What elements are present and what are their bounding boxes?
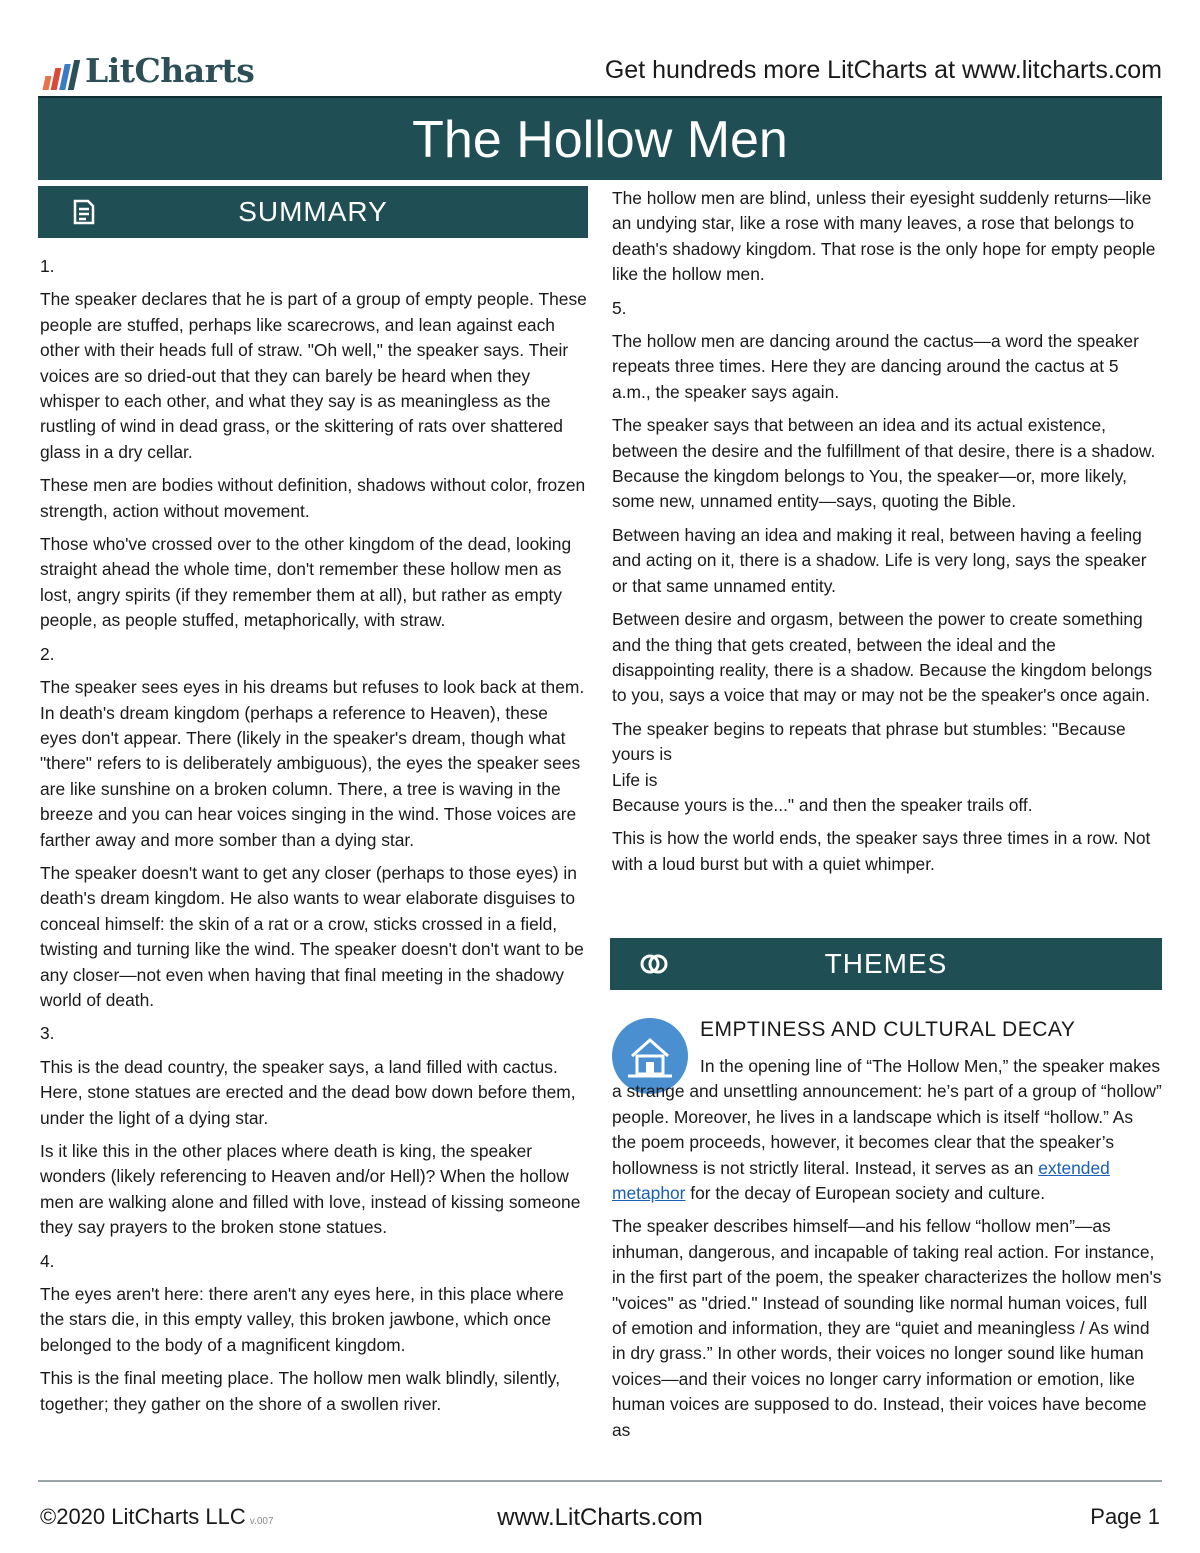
header-tagline[interactable]: Get hundreds more LitCharts at www.litcharts.com <box>604 56 1162 84</box>
logo-text: LitCharts <box>85 51 255 90</box>
summary-paragraph: The speaker says that between an idea and its actual existence, between the desire and the fulfillment of that desire, there is a shadow. Because the kingdom belongs to You, the speaker—or, more likely, some new, unnamed entity—says, quoting the Bible. <box>612 415 1156 512</box>
summary-paragraph: This is how the world ends, the speaker says three times in a row. Not with a loud burst but with a quiet whimper. <box>612 828 1151 874</box>
page-title: The Hollow Men <box>38 96 1162 180</box>
summary-paragraph: The speaker begins to repeats that phrase but stumbles: "Because yours is Life is Because yours is the..." and then the speaker trails off. <box>612 718 1126 815</box>
themes-heading: THEMES <box>824 948 948 979</box>
summary-paragraph: The hollow men are dancing around the cactus—a word the speaker repeats three times. Here they are dancing around the cactus at 5 a.m., the speaker says again. <box>612 331 1139 402</box>
footer-divider <box>38 1480 1162 1482</box>
summary-left-column <box>40 254 588 1425</box>
page-header <box>38 50 1162 94</box>
theme-paragraph-1: In the opening line of “The Hollow Men,” the speaker makes a strange and unsettling announcement: he’s part of a group of “hollow” people. Moreover, he lives in a landscape which is itself “hollow.” As the poem proceeds, however, it becomes clear that the speaker’s hollowness is not strictly literal. Instead, it serves as an extended metaphor for the decay of European society and culture. <box>612 1056 1162 1204</box>
summary-right-column <box>612 186 1162 885</box>
logo-bars-icon <box>44 60 77 90</box>
footer-site-link[interactable]: www.LitCharts.com <box>497 1504 703 1531</box>
summary-paragraph: The eyes aren't here: there aren't any eyes here, in this place where the stars die, in this empty valley, this broken jawbone, which once belonged to the body of a magnificent kingdom. <box>40 1284 564 1355</box>
summary-paragraph: This is the dead country, the speaker says, a land filled with cactus. Here, stone statues are erected and the dead bow down before them, under the light of a dying star. <box>40 1056 576 1128</box>
summary-paragraph: This is the final meeting place. The hollow men walk blindly, silently, together; they gather on the shore of a swollen river. <box>40 1368 561 1414</box>
summary-heading: SUMMARY <box>238 196 388 227</box>
version-label: v.007 <box>249 1516 274 1527</box>
section-number: 2. <box>40 643 55 664</box>
footer-copyright: ©2020 LitCharts LLC v.007 <box>40 1504 274 1529</box>
litcharts-logo[interactable] <box>44 52 254 90</box>
theme-paragraph-2: The speaker describes himself—and his fellow “hollow men”—as inhuman, dangerous, and incapable of taking real action. For instance, in the first part of the poem, the speaker characterizes the hollow men's "voices" as "dried." Instead of sounding like normal human voices, full of emotion and information, they are “quiet and meaningless / As wind in dry grass.” In other words, their voices no longer sound like human voices—and their voices no longer carry information or emotion, like human voices are supposed to do. Instead, their voices have become as <box>612 1216 1162 1440</box>
themes-header <box>610 938 1162 990</box>
theme-body <box>612 1054 1162 1451</box>
extended-metaphor-link[interactable]: extended metaphor <box>612 1157 1110 1204</box>
section-number: 4. <box>40 1250 55 1271</box>
summary-paragraph: The speaker declares that he is part of a group of empty people. These people are stuffed, perhaps like scarecrows, and lean against each other with their heads full of straw. "Oh well," the speaker says. Their voices are so dried-out that they can barely be heard when they whisper to each other, and what they say is as meaningless as the rustling of wind in dead grass, or the skittering of rats over shattered glass in a dry cellar. <box>40 289 587 462</box>
summary-paragraph: Is it like this in the other places where death is king, the speaker wonders (likely referencing to Heaven and/or Hell)? When the hollow men are walking alone and filled with love, instead of kissing someone they say prayers to the broken stone statues. <box>40 1141 581 1238</box>
summary-paragraph: The speaker doesn't want to get any closer (perhaps to those eyes) in death's dream kingdom. He also wants to wear elaborate disguises to conceal himself: the skin of a rat or a crow, sticks crossed in a field, twisting and turning like the wind. The speaker doesn't don't want to be any closer—not even when having that final meeting in the shadowy world of death. <box>40 862 584 1010</box>
summary-paragraph: The speaker sees eyes in his dreams but refuses to look back at them. In death's dream kingdom (perhaps a reference to Heaven), these eyes don't appear. There (likely in the speaker's dream, though what "there" refers to is deliberately ambiguous), the eyes the speaker sees are like sunshine on a broken column. There, a tree is waving in the breeze and you can hear voices singing in the wind. Those voices are farther away and more somber than a dying star. <box>40 677 585 850</box>
summary-paragraph: Between having an idea and making it real, between having a feeling and acting on it, there is a shadow. Life is very long, says the speaker or that same unnamed entity. <box>612 524 1147 596</box>
summary-paragraph: The hollow men are blind, unless their eyesight suddenly returns—like an undying star, like a rose with many leaves, a rose that belongs to death's shadowy kingdom. That rose is the only hope for empty people like the hollow men. <box>612 188 1156 285</box>
section-number: 5. <box>612 297 627 318</box>
summary-paragraph: These men are bodies without definition, shadows without color, frozen strength, action without movement. <box>40 475 586 521</box>
summary-paragraph: Between desire and orgasm, between the power to create something and the thing that gets created, between the ideal and the disappointing reality, there is a shadow. Because the kingdom belongs to you, says a voice that may or may not be the speaker's once again. <box>612 609 1153 706</box>
summary-header <box>38 186 588 238</box>
summary-paragraph: Those who've crossed over to the other kingdom of the dead, looking straight ahead the whole time, don't remember these hollow men as lost, angry spirits (if they remember them at all), but rather as empty people, as people stuffed, metaphorically, with straw. <box>40 534 572 631</box>
theme-title: EMPTINESS AND CULTURAL DECAY <box>700 1018 1076 1041</box>
section-number: 1. <box>40 256 55 276</box>
page-number: Page 1 <box>1090 1504 1160 1529</box>
section-number: 3. <box>40 1023 55 1044</box>
